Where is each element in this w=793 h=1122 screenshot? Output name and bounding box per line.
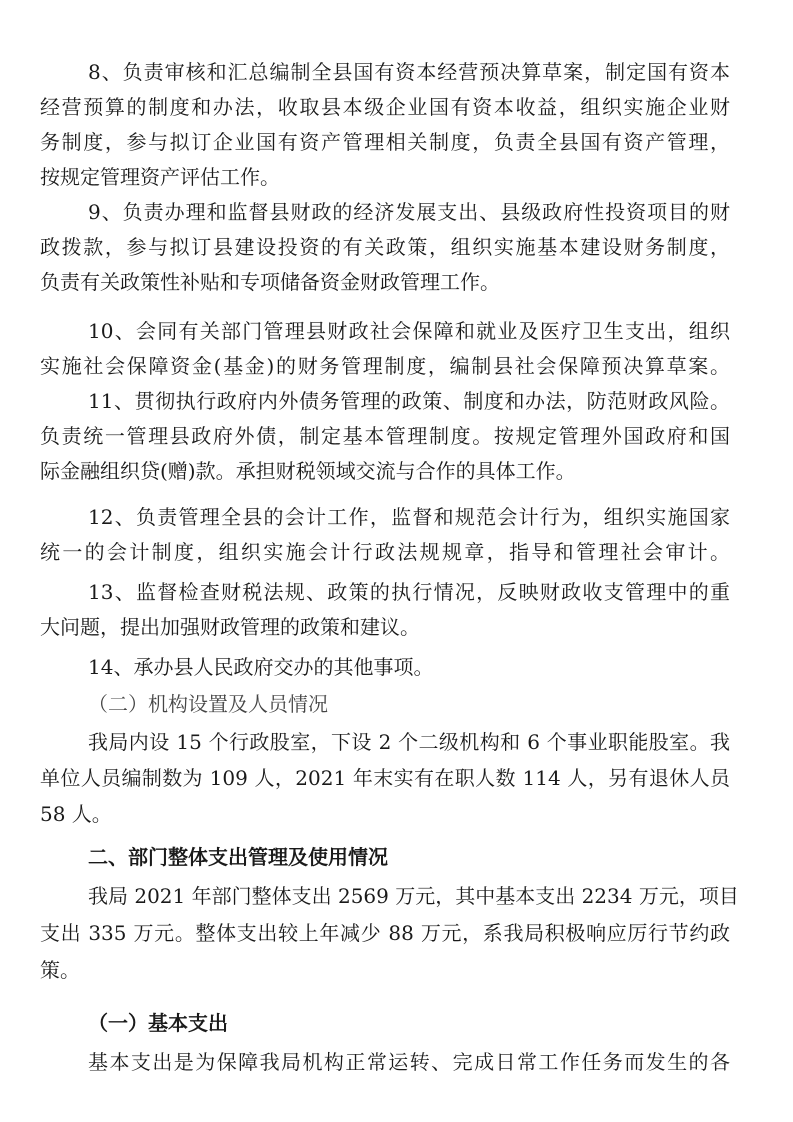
para-8-line-1: 8、负责审核和汇总编制全县国有资本经营预决算草案，制定国有资本 <box>88 60 730 84</box>
staff-line-2: 单位人员编制数为 109 人，2021 年末实有在职人数 114 人，另有退休人员 <box>40 766 730 790</box>
basic-expenditure-line-1: 基本支出是为保障我局机构正常运转、完成日常工作任务而发生的各 <box>88 1050 730 1074</box>
para-14-line-1: 14、承办县人民政府交办的其他事项。 <box>88 655 434 679</box>
expenditure-line-3: 策。 <box>40 958 80 982</box>
para-9-line-2: 政拨款，参与拟订县建设投资的有关政策，组织实施基本建设财务制度， <box>40 235 730 259</box>
para-9-line-1: 9、负责办理和监督县财政的经济发展支出、县级政府性投资项目的财 <box>88 200 730 224</box>
para-8-line-2: 经营预算的制度和办法，收取县本级企业国有资本收益，组织实施企业财 <box>40 95 730 119</box>
para-10-line-1: 10、会同有关部门管理县财政社会保障和就业及医疗卫生支出，组织 <box>88 319 730 343</box>
staff-line-3: 58 人。 <box>40 802 112 826</box>
staff-line-1: 我局内设 15 个行政股室，下设 2 个二级机构和 6 个事业职能股室。我 <box>88 730 730 754</box>
subheading-org-staff: （二）机构设置及人员情况 <box>88 692 328 716</box>
para-8-line-4: 按规定管理资产评估工作。 <box>40 165 280 189</box>
para-13-line-2: 大问题，提出加强财政管理的政策和建议。 <box>40 615 420 639</box>
para-11-line-2: 负责统一管理县政府外债，制定基本管理制度。按规定管理外国政府和国 <box>40 424 730 448</box>
subheading-basic-expenditure: （一）基本支出 <box>88 1011 228 1035</box>
para-9-line-3: 负责有关政策性补贴和专项储备资金财政管理工作。 <box>40 270 500 294</box>
section-heading-expenditure: 二、部门整体支出管理及使用情况 <box>88 845 388 869</box>
para-8-line-3: 务制度，参与拟订企业国有资产管理相关制度，负责全县国有资产管理， <box>40 130 730 154</box>
para-11-line-3: 际金融组织贷(赠)款。承担财税领域交流与合作的具体工作。 <box>40 459 576 483</box>
expenditure-line-2: 支出 335 万元。整体支出较上年减少 88 万元，系我局积极响应厉行节约政 <box>40 921 730 945</box>
para-13-line-1: 13、监督检查财税法规、政策的执行情况，反映财政收支管理中的重 <box>88 580 730 604</box>
para-12-line-1: 12、负责管理全县的会计工作，监督和规范会计行为，组织实施国家 <box>88 505 730 529</box>
para-11-line-1: 11、贯彻执行政府内外债务管理的政策、制度和办法，防范财政风险。 <box>88 389 730 413</box>
expenditure-line-1: 我局 2021 年部门整体支出 2569 万元，其中基本支出 2234 万元，项目 <box>88 884 739 908</box>
para-10-line-2: 实施社会保障资金(基金)的财务管理制度，编制县社会保障预决算草案。 <box>40 354 730 378</box>
para-12-line-2: 统一的会计制度，组织实施会计行政法规规章，指导和管理社会审计。 <box>40 540 730 564</box>
